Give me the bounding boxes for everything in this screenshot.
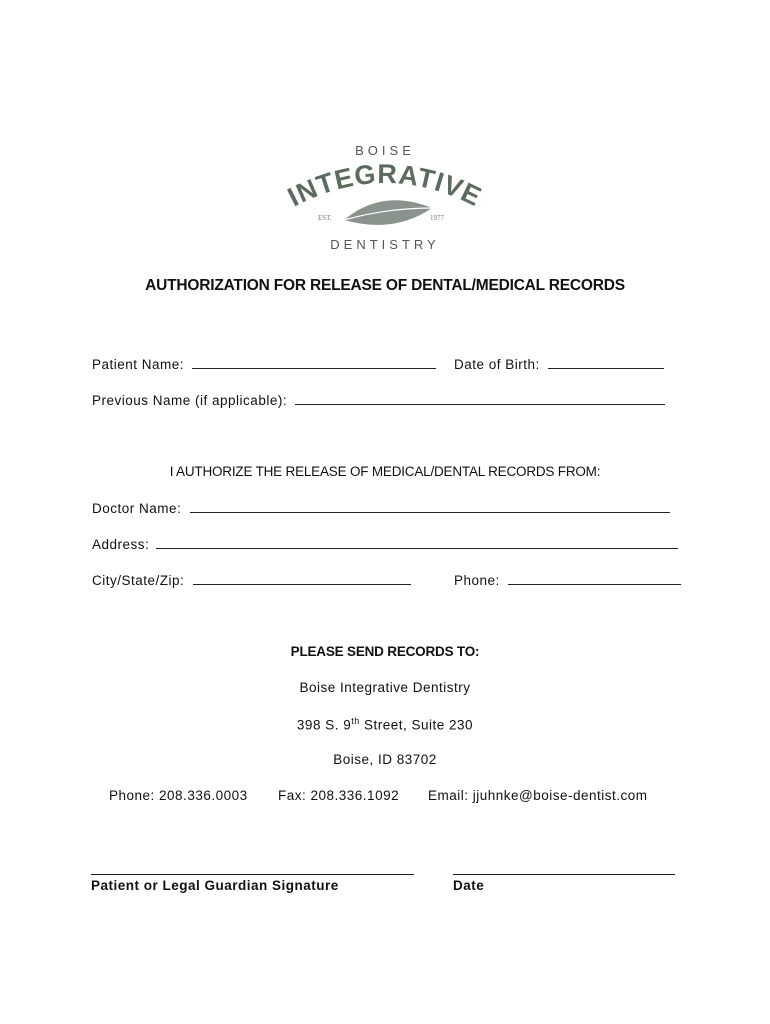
street-suffix: Street, Suite 230 — [359, 717, 474, 733]
dob-field[interactable] — [548, 356, 664, 369]
phone-label: Phone: — [454, 573, 500, 588]
send-to-heading: PLEASE SEND RECORDS TO: — [290, 644, 480, 659]
street-prefix: 398 S. 9 — [296, 717, 352, 733]
previous-name-label: Previous Name (if applicable): — [92, 393, 288, 408]
contact-fax: Fax: 208.336.1092 — [278, 788, 400, 803]
dob-row — [454, 356, 664, 372]
leaf-icon — [344, 200, 432, 225]
address-row — [92, 536, 678, 552]
street-sup: th — [351, 716, 360, 726]
address-field[interactable] — [156, 536, 678, 549]
previous-name-field[interactable] — [295, 392, 665, 405]
signature-line[interactable] — [91, 874, 414, 875]
logo-bottom-text: DENTISTRY — [330, 237, 440, 252]
form-title: AUTHORIZATION FOR RELEASE OF DENTAL/MEDICAL RECORDS — [145, 277, 625, 294]
logo-est-label: EST. — [318, 214, 332, 222]
logo-top-text: BOISE — [355, 143, 415, 158]
previous-name-row — [92, 392, 665, 408]
date-label: Date — [453, 878, 485, 893]
phone-field[interactable] — [508, 572, 681, 585]
clinic-logo — [282, 138, 488, 256]
send-to-street — [0, 716, 770, 733]
logo-main-text: INTEGRATIVE — [282, 158, 487, 213]
address-label: Address: — [92, 537, 150, 552]
patient-name-label: Patient Name: — [92, 357, 185, 372]
city-field[interactable] — [193, 572, 411, 585]
city-row — [92, 572, 411, 588]
send-to-city: Boise, ID 83702 — [333, 752, 437, 767]
contact-phone: Phone: 208.336.0003 — [109, 788, 248, 803]
send-to-name: Boise Integrative Dentistry — [299, 680, 471, 695]
phone-row — [454, 572, 681, 588]
doctor-name-field[interactable] — [190, 500, 670, 513]
doctor-label: Doctor Name: — [92, 501, 182, 516]
signature-label: Patient or Legal Guardian Signature — [91, 878, 339, 893]
contact-email[interactable]: Email: jjuhnke@boise-dentist.com — [428, 788, 648, 803]
logo-est-year: 1977 — [430, 214, 444, 222]
date-line[interactable] — [453, 874, 675, 875]
authorize-heading: I AUTHORIZE THE RELEASE OF MEDICAL/DENTAL RECORDS FROM: — [169, 464, 601, 479]
city-label: City/State/Zip: — [92, 573, 185, 588]
doctor-row — [92, 500, 670, 516]
dob-label: Date of Birth: — [454, 357, 540, 372]
patient-name-field[interactable] — [192, 356, 436, 369]
patient-name-row — [92, 356, 436, 372]
